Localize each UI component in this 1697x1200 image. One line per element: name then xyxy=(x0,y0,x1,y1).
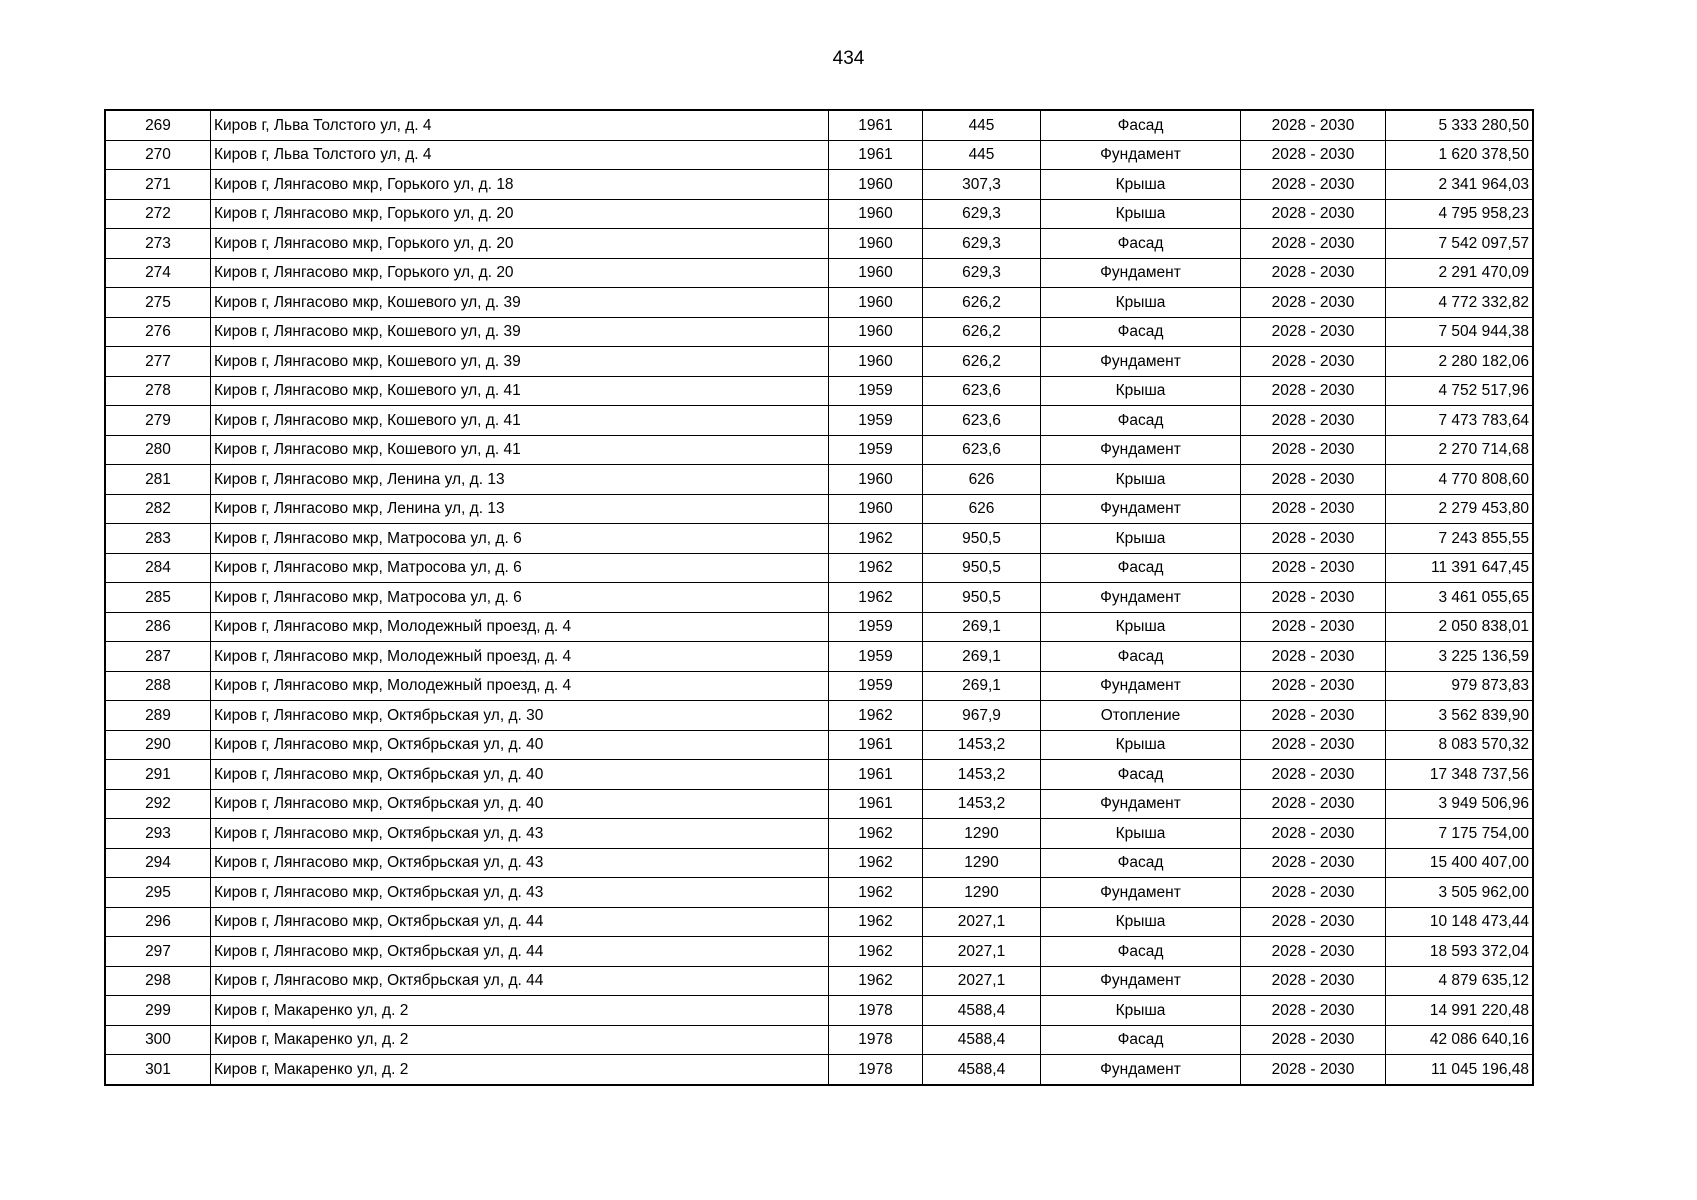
year-cell: 1959 xyxy=(829,435,923,465)
work-type-cell: Фасад xyxy=(1041,110,1241,140)
cost-cell: 4 770 808,60 xyxy=(1386,465,1534,495)
work-type-cell: Крыша xyxy=(1041,524,1241,554)
table-row xyxy=(105,819,1533,849)
table-row xyxy=(105,760,1533,790)
year-cell: 1959 xyxy=(829,671,923,701)
cost-cell: 10 148 473,44 xyxy=(1386,907,1534,937)
area-cell: 269,1 xyxy=(923,642,1041,672)
page-number: 434 xyxy=(832,48,865,69)
period-cell: 2028 - 2030 xyxy=(1241,701,1386,731)
table-row xyxy=(105,199,1533,229)
area-cell: 623,6 xyxy=(923,406,1041,436)
table-row xyxy=(105,435,1533,465)
row-number-cell: 297 xyxy=(105,937,211,967)
period-cell: 2028 - 2030 xyxy=(1241,494,1386,524)
year-cell: 1961 xyxy=(829,730,923,760)
cost-cell: 7 175 754,00 xyxy=(1386,819,1534,849)
period-cell: 2028 - 2030 xyxy=(1241,347,1386,377)
address-cell: Киров г, Льва Толстого ул, д. 4 xyxy=(211,110,829,140)
area-cell: 4588,4 xyxy=(923,996,1041,1026)
year-cell: 1960 xyxy=(829,465,923,495)
area-cell: 623,6 xyxy=(923,376,1041,406)
row-number-cell: 291 xyxy=(105,760,211,790)
row-number-cell: 289 xyxy=(105,701,211,731)
address-cell: Киров г, Лянгасово мкр, Горького ул, д. 18 xyxy=(211,170,829,200)
area-cell: 629,3 xyxy=(923,258,1041,288)
table-row xyxy=(105,878,1533,908)
work-type-cell: Крыша xyxy=(1041,819,1241,849)
period-cell: 2028 - 2030 xyxy=(1241,288,1386,318)
address-cell: Киров г, Лянгасово мкр, Кошевого ул, д. 39 xyxy=(211,317,829,347)
row-number-cell: 285 xyxy=(105,583,211,613)
work-type-cell: Фундамент xyxy=(1041,1055,1241,1085)
cost-cell: 42 086 640,16 xyxy=(1386,1025,1534,1055)
year-cell: 1960 xyxy=(829,229,923,259)
table-row xyxy=(105,642,1533,672)
area-cell: 1290 xyxy=(923,848,1041,878)
year-cell: 1960 xyxy=(829,347,923,377)
period-cell: 2028 - 2030 xyxy=(1241,1025,1386,1055)
period-cell: 2028 - 2030 xyxy=(1241,435,1386,465)
year-cell: 1962 xyxy=(829,553,923,583)
year-cell: 1960 xyxy=(829,317,923,347)
period-cell: 2028 - 2030 xyxy=(1241,878,1386,908)
repair-schedule-table xyxy=(104,109,1534,1086)
cost-cell: 3 505 962,00 xyxy=(1386,878,1534,908)
cost-cell: 7 542 097,57 xyxy=(1386,229,1534,259)
row-number-cell: 300 xyxy=(105,1025,211,1055)
row-number-cell: 294 xyxy=(105,848,211,878)
address-cell: Киров г, Лянгасово мкр, Кошевого ул, д. 39 xyxy=(211,347,829,377)
year-cell: 1961 xyxy=(829,110,923,140)
cost-cell: 18 593 372,04 xyxy=(1386,937,1534,967)
address-cell: Киров г, Лянгасово мкр, Кошевого ул, д. 41 xyxy=(211,435,829,465)
area-cell: 269,1 xyxy=(923,671,1041,701)
cost-cell: 2 279 453,80 xyxy=(1386,494,1534,524)
address-cell: Киров г, Лянгасово мкр, Кошевого ул, д. 39 xyxy=(211,288,829,318)
area-cell: 1453,2 xyxy=(923,789,1041,819)
work-type-cell: Крыша xyxy=(1041,199,1241,229)
address-cell: Киров г, Лянгасово мкр, Октябрьская ул, д. 44 xyxy=(211,907,829,937)
work-type-cell: Фасад xyxy=(1041,553,1241,583)
address-cell: Киров г, Лянгасово мкр, Матросова ул, д. 6 xyxy=(211,553,829,583)
year-cell: 1978 xyxy=(829,1025,923,1055)
work-type-cell: Фундамент xyxy=(1041,347,1241,377)
row-number-cell: 278 xyxy=(105,376,211,406)
cost-cell: 2 050 838,01 xyxy=(1386,612,1534,642)
year-cell: 1959 xyxy=(829,376,923,406)
cost-cell: 2 291 470,09 xyxy=(1386,258,1534,288)
address-cell: Киров г, Лянгасово мкр, Октябрьская ул, д. 40 xyxy=(211,760,829,790)
period-cell: 2028 - 2030 xyxy=(1241,583,1386,613)
table-row xyxy=(105,376,1533,406)
area-cell: 626,2 xyxy=(923,347,1041,377)
area-cell: 1453,2 xyxy=(923,760,1041,790)
year-cell: 1962 xyxy=(829,966,923,996)
cost-cell: 2 341 964,03 xyxy=(1386,170,1534,200)
address-cell: Киров г, Макаренко ул, д. 2 xyxy=(211,1055,829,1085)
row-number-cell: 271 xyxy=(105,170,211,200)
address-cell: Киров г, Лянгасово мкр, Ленина ул, д. 13 xyxy=(211,465,829,495)
area-cell: 1290 xyxy=(923,878,1041,908)
area-cell: 445 xyxy=(923,110,1041,140)
table-row xyxy=(105,406,1533,436)
row-number-cell: 272 xyxy=(105,199,211,229)
cost-cell: 1 620 378,50 xyxy=(1386,140,1534,170)
address-cell: Киров г, Лянгасово мкр, Октябрьская ул, д. 40 xyxy=(211,789,829,819)
cost-cell: 7 243 855,55 xyxy=(1386,524,1534,554)
work-type-cell: Крыша xyxy=(1041,170,1241,200)
area-cell: 2027,1 xyxy=(923,907,1041,937)
work-type-cell: Крыша xyxy=(1041,907,1241,937)
period-cell: 2028 - 2030 xyxy=(1241,671,1386,701)
row-number-cell: 301 xyxy=(105,1055,211,1085)
cost-cell: 15 400 407,00 xyxy=(1386,848,1534,878)
cost-cell: 7 473 783,64 xyxy=(1386,406,1534,436)
period-cell: 2028 - 2030 xyxy=(1241,907,1386,937)
table-row xyxy=(105,524,1533,554)
cost-cell: 17 348 737,56 xyxy=(1386,760,1534,790)
cost-cell: 4 772 332,82 xyxy=(1386,288,1534,318)
work-type-cell: Отопление xyxy=(1041,701,1241,731)
period-cell: 2028 - 2030 xyxy=(1241,642,1386,672)
row-number-cell: 292 xyxy=(105,789,211,819)
area-cell: 950,5 xyxy=(923,553,1041,583)
table-row xyxy=(105,288,1533,318)
period-cell: 2028 - 2030 xyxy=(1241,465,1386,495)
work-type-cell: Фасад xyxy=(1041,317,1241,347)
address-cell: Киров г, Лянгасово мкр, Горького ул, д. 20 xyxy=(211,258,829,288)
table-row xyxy=(105,494,1533,524)
year-cell: 1960 xyxy=(829,170,923,200)
year-cell: 1961 xyxy=(829,140,923,170)
table-row xyxy=(105,583,1533,613)
area-cell: 623,6 xyxy=(923,435,1041,465)
row-number-cell: 277 xyxy=(105,347,211,377)
period-cell: 2028 - 2030 xyxy=(1241,937,1386,967)
table-row xyxy=(105,612,1533,642)
period-cell: 2028 - 2030 xyxy=(1241,170,1386,200)
address-cell: Киров г, Лянгасово мкр, Горького ул, д. 20 xyxy=(211,199,829,229)
area-cell: 626 xyxy=(923,465,1041,495)
row-number-cell: 295 xyxy=(105,878,211,908)
period-cell: 2028 - 2030 xyxy=(1241,730,1386,760)
row-number-cell: 269 xyxy=(105,110,211,140)
year-cell: 1959 xyxy=(829,642,923,672)
row-number-cell: 279 xyxy=(105,406,211,436)
period-cell: 2028 - 2030 xyxy=(1241,258,1386,288)
work-type-cell: Фундамент xyxy=(1041,435,1241,465)
cost-cell: 3 562 839,90 xyxy=(1386,701,1534,731)
area-cell: 626 xyxy=(923,494,1041,524)
row-number-cell: 274 xyxy=(105,258,211,288)
table-row xyxy=(105,848,1533,878)
year-cell: 1962 xyxy=(829,848,923,878)
year-cell: 1959 xyxy=(829,612,923,642)
period-cell: 2028 - 2030 xyxy=(1241,1055,1386,1085)
period-cell: 2028 - 2030 xyxy=(1241,966,1386,996)
row-number-cell: 288 xyxy=(105,671,211,701)
area-cell: 269,1 xyxy=(923,612,1041,642)
address-cell: Киров г, Лянгасово мкр, Октябрьская ул, д. 43 xyxy=(211,819,829,849)
cost-cell: 4 879 635,12 xyxy=(1386,966,1534,996)
year-cell: 1962 xyxy=(829,878,923,908)
area-cell: 626,2 xyxy=(923,317,1041,347)
period-cell: 2028 - 2030 xyxy=(1241,406,1386,436)
address-cell: Киров г, Лянгасово мкр, Молодежный проезд, д. 4 xyxy=(211,671,829,701)
period-cell: 2028 - 2030 xyxy=(1241,612,1386,642)
table-row xyxy=(105,671,1533,701)
cost-cell: 14 991 220,48 xyxy=(1386,996,1534,1026)
cost-cell: 4 795 958,23 xyxy=(1386,199,1534,229)
year-cell: 1962 xyxy=(829,819,923,849)
work-type-cell: Фасад xyxy=(1041,848,1241,878)
year-cell: 1961 xyxy=(829,760,923,790)
cost-cell: 3 949 506,96 xyxy=(1386,789,1534,819)
area-cell: 307,3 xyxy=(923,170,1041,200)
table-row xyxy=(105,140,1533,170)
year-cell: 1959 xyxy=(829,406,923,436)
work-type-cell: Фасад xyxy=(1041,760,1241,790)
row-number-cell: 298 xyxy=(105,966,211,996)
period-cell: 2028 - 2030 xyxy=(1241,524,1386,554)
area-cell: 629,3 xyxy=(923,199,1041,229)
area-cell: 629,3 xyxy=(923,229,1041,259)
address-cell: Киров г, Лянгасово мкр, Кошевого ул, д. 41 xyxy=(211,376,829,406)
area-cell: 950,5 xyxy=(923,583,1041,613)
year-cell: 1960 xyxy=(829,258,923,288)
table-row xyxy=(105,1025,1533,1055)
cost-cell: 3 461 055,65 xyxy=(1386,583,1534,613)
period-cell: 2028 - 2030 xyxy=(1241,199,1386,229)
year-cell: 1978 xyxy=(829,1055,923,1085)
area-cell: 4588,4 xyxy=(923,1025,1041,1055)
table-row xyxy=(105,966,1533,996)
work-type-cell: Фасад xyxy=(1041,642,1241,672)
row-number-cell: 296 xyxy=(105,907,211,937)
period-cell: 2028 - 2030 xyxy=(1241,848,1386,878)
work-type-cell: Крыша xyxy=(1041,996,1241,1026)
table-row xyxy=(105,701,1533,731)
work-type-cell: Фасад xyxy=(1041,1025,1241,1055)
period-cell: 2028 - 2030 xyxy=(1241,317,1386,347)
work-type-cell: Фундамент xyxy=(1041,583,1241,613)
address-cell: Киров г, Макаренко ул, д. 2 xyxy=(211,996,829,1026)
period-cell: 2028 - 2030 xyxy=(1241,819,1386,849)
year-cell: 1962 xyxy=(829,583,923,613)
period-cell: 2028 - 2030 xyxy=(1241,140,1386,170)
address-cell: Киров г, Лянгасово мкр, Матросова ул, д. 6 xyxy=(211,583,829,613)
work-type-cell: Фасад xyxy=(1041,937,1241,967)
cost-cell: 8 083 570,32 xyxy=(1386,730,1534,760)
address-cell: Киров г, Лянгасово мкр, Октябрьская ул, д. 43 xyxy=(211,878,829,908)
address-cell: Киров г, Лянгасово мкр, Горького ул, д. 20 xyxy=(211,229,829,259)
row-number-cell: 273 xyxy=(105,229,211,259)
address-cell: Киров г, Лянгасово мкр, Молодежный проезд, д. 4 xyxy=(211,612,829,642)
address-cell: Киров г, Лянгасово мкр, Молодежный проезд, д. 4 xyxy=(211,642,829,672)
address-cell: Киров г, Лянгасово мкр, Октябрьская ул, д. 30 xyxy=(211,701,829,731)
work-type-cell: Фасад xyxy=(1041,229,1241,259)
cost-cell: 11 391 647,45 xyxy=(1386,553,1534,583)
table-row xyxy=(105,1055,1533,1085)
table-row xyxy=(105,110,1533,140)
table-row xyxy=(105,996,1533,1026)
area-cell: 445 xyxy=(923,140,1041,170)
work-type-cell: Крыша xyxy=(1041,730,1241,760)
cost-cell: 7 504 944,38 xyxy=(1386,317,1534,347)
period-cell: 2028 - 2030 xyxy=(1241,229,1386,259)
work-type-cell: Фасад xyxy=(1041,406,1241,436)
year-cell: 1962 xyxy=(829,907,923,937)
table-row xyxy=(105,258,1533,288)
row-number-cell: 286 xyxy=(105,612,211,642)
table-row xyxy=(105,170,1533,200)
row-number-cell: 299 xyxy=(105,996,211,1026)
area-cell: 1290 xyxy=(923,819,1041,849)
year-cell: 1960 xyxy=(829,494,923,524)
address-cell: Киров г, Льва Толстого ул, д. 4 xyxy=(211,140,829,170)
row-number-cell: 281 xyxy=(105,465,211,495)
work-type-cell: Фундамент xyxy=(1041,258,1241,288)
table-row xyxy=(105,347,1533,377)
address-cell: Киров г, Лянгасово мкр, Октябрьская ул, д. 44 xyxy=(211,937,829,967)
period-cell: 2028 - 2030 xyxy=(1241,376,1386,406)
row-number-cell: 276 xyxy=(105,317,211,347)
table-row xyxy=(105,465,1533,495)
cost-cell: 2 280 182,06 xyxy=(1386,347,1534,377)
work-type-cell: Фундамент xyxy=(1041,671,1241,701)
row-number-cell: 287 xyxy=(105,642,211,672)
cost-cell: 4 752 517,96 xyxy=(1386,376,1534,406)
address-cell: Киров г, Макаренко ул, д. 2 xyxy=(211,1025,829,1055)
table-row xyxy=(105,229,1533,259)
work-type-cell: Крыша xyxy=(1041,288,1241,318)
address-cell: Киров г, Лянгасово мкр, Октябрьская ул, д. 43 xyxy=(211,848,829,878)
area-cell: 950,5 xyxy=(923,524,1041,554)
year-cell: 1960 xyxy=(829,288,923,318)
work-type-cell: Крыша xyxy=(1041,612,1241,642)
area-cell: 967,9 xyxy=(923,701,1041,731)
area-cell: 4588,4 xyxy=(923,1055,1041,1085)
year-cell: 1960 xyxy=(829,199,923,229)
address-cell: Киров г, Лянгасово мкр, Матросова ул, д. 6 xyxy=(211,524,829,554)
table-row xyxy=(105,553,1533,583)
row-number-cell: 290 xyxy=(105,730,211,760)
period-cell: 2028 - 2030 xyxy=(1241,110,1386,140)
work-type-cell: Крыша xyxy=(1041,376,1241,406)
year-cell: 1962 xyxy=(829,937,923,967)
period-cell: 2028 - 2030 xyxy=(1241,760,1386,790)
area-cell: 2027,1 xyxy=(923,937,1041,967)
area-cell: 2027,1 xyxy=(923,966,1041,996)
work-type-cell: Фундамент xyxy=(1041,494,1241,524)
cost-cell: 979 873,83 xyxy=(1386,671,1534,701)
table-row xyxy=(105,937,1533,967)
table-row xyxy=(105,730,1533,760)
work-type-cell: Фундамент xyxy=(1041,966,1241,996)
cost-cell: 5 333 280,50 xyxy=(1386,110,1534,140)
year-cell: 1961 xyxy=(829,789,923,819)
year-cell: 1978 xyxy=(829,996,923,1026)
year-cell: 1962 xyxy=(829,701,923,731)
table-row xyxy=(105,789,1533,819)
work-type-cell: Фундамент xyxy=(1041,140,1241,170)
row-number-cell: 284 xyxy=(105,553,211,583)
address-cell: Киров г, Лянгасово мкр, Кошевого ул, д. 41 xyxy=(211,406,829,436)
period-cell: 2028 - 2030 xyxy=(1241,789,1386,819)
period-cell: 2028 - 2030 xyxy=(1241,553,1386,583)
cost-cell: 3 225 136,59 xyxy=(1386,642,1534,672)
work-type-cell: Крыша xyxy=(1041,465,1241,495)
cost-cell: 2 270 714,68 xyxy=(1386,435,1534,465)
period-cell: 2028 - 2030 xyxy=(1241,996,1386,1026)
row-number-cell: 275 xyxy=(105,288,211,318)
address-cell: Киров г, Лянгасово мкр, Октябрьская ул, д. 44 xyxy=(211,966,829,996)
address-cell: Киров г, Лянгасово мкр, Ленина ул, д. 13 xyxy=(211,494,829,524)
row-number-cell: 282 xyxy=(105,494,211,524)
row-number-cell: 270 xyxy=(105,140,211,170)
table-row xyxy=(105,907,1533,937)
area-cell: 626,2 xyxy=(923,288,1041,318)
address-cell: Киров г, Лянгасово мкр, Октябрьская ул, д. 40 xyxy=(211,730,829,760)
table-row xyxy=(105,317,1533,347)
row-number-cell: 293 xyxy=(105,819,211,849)
cost-cell: 11 045 196,48 xyxy=(1386,1055,1534,1085)
work-type-cell: Фундамент xyxy=(1041,789,1241,819)
work-type-cell: Фундамент xyxy=(1041,878,1241,908)
year-cell: 1962 xyxy=(829,524,923,554)
row-number-cell: 283 xyxy=(105,524,211,554)
table-body xyxy=(105,110,1533,1085)
area-cell: 1453,2 xyxy=(923,730,1041,760)
row-number-cell: 280 xyxy=(105,435,211,465)
